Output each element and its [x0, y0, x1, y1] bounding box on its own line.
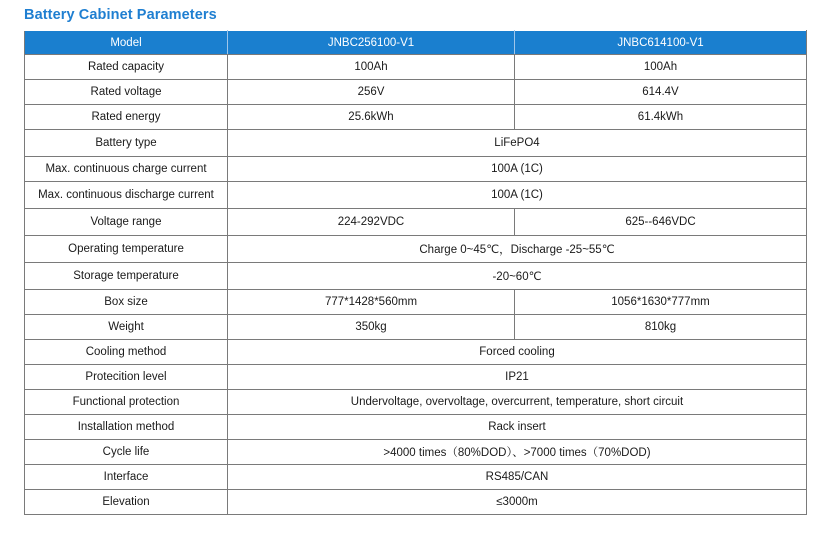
row-label: Functional protection [25, 390, 228, 415]
table-header [25, 31, 807, 55]
row-value-merged: RS485/CAN [228, 465, 807, 490]
row-value-merged: Forced cooling [228, 340, 807, 365]
row-label: Rated capacity [25, 55, 228, 80]
row-value-merged: IP21 [228, 365, 807, 390]
row-label: Cooling method [25, 340, 228, 365]
row-label: Max. continuous discharge current [25, 182, 228, 209]
parameters-table [24, 30, 807, 515]
row-label: Elevation [25, 490, 228, 515]
row-label: Installation method [25, 415, 228, 440]
row-value-model-1: 777*1428*560mm [228, 290, 515, 315]
table-row [25, 465, 807, 490]
table-body [25, 55, 807, 515]
row-label: Rated voltage [25, 80, 228, 105]
row-label: Battery type [25, 130, 228, 157]
table-row [25, 130, 807, 157]
table-row [25, 209, 807, 236]
row-label: Rated energy [25, 105, 228, 130]
table-row [25, 55, 807, 80]
header-model-1: JNBC256100-V1 [228, 31, 515, 55]
row-label: Weight [25, 315, 228, 340]
table-row [25, 290, 807, 315]
table-row [25, 157, 807, 182]
table-row [25, 263, 807, 290]
header-row [25, 31, 807, 55]
row-value-merged: LiFePO4 [228, 130, 807, 157]
table-row [25, 390, 807, 415]
row-label: Interface [25, 465, 228, 490]
row-value-merged: ≤3000m [228, 490, 807, 515]
row-value-model-2: 810kg [515, 315, 807, 340]
row-value-model-2: 1056*1630*777mm [515, 290, 807, 315]
row-label: Protecition level [25, 365, 228, 390]
row-label: Operating temperature [25, 236, 228, 263]
table-row [25, 340, 807, 365]
row-value-model-1: 25.6kWh [228, 105, 515, 130]
row-label: Box size [25, 290, 228, 315]
row-value-merged: 100A (1C) [228, 157, 807, 182]
row-label: Voltage range [25, 209, 228, 236]
row-value-model-1: 350kg [228, 315, 515, 340]
table-row [25, 105, 807, 130]
row-value-model-2: 625--646VDC [515, 209, 807, 236]
row-value-merged: Undervoltage, overvoltage, overcurrent, temperature, short circuit [228, 390, 807, 415]
header-model-2: JNBC614100-V1 [515, 31, 807, 55]
table-row [25, 365, 807, 390]
row-value-merged: 100A (1C) [228, 182, 807, 209]
page-title: Battery Cabinet Parameters [24, 7, 217, 23]
table-row [25, 440, 807, 465]
row-value-model-1: 224-292VDC [228, 209, 515, 236]
table-row [25, 315, 807, 340]
row-label: Cycle life [25, 440, 228, 465]
table-row [25, 182, 807, 209]
row-value-model-2: 614.4V [515, 80, 807, 105]
row-value-model-1: 256V [228, 80, 515, 105]
row-label: Max. continuous charge current [25, 157, 228, 182]
row-value-merged: Rack insert [228, 415, 807, 440]
table-row [25, 80, 807, 105]
table-row [25, 415, 807, 440]
row-value-merged: Charge 0~45℃，Discharge -25~55℃ [228, 236, 807, 263]
row-value-model-2: 61.4kWh [515, 105, 807, 130]
table-row [25, 236, 807, 263]
table-row [25, 490, 807, 515]
row-value-model-1: 100Ah [228, 55, 515, 80]
header-model: Model [25, 31, 228, 55]
row-value-model-2: 100Ah [515, 55, 807, 80]
row-value-merged: >4000 times（80%DOD）、>7000 times（70%DOD) [228, 440, 807, 465]
row-label: Storage temperature [25, 263, 228, 290]
row-value-merged: -20~60℃ [228, 263, 807, 290]
